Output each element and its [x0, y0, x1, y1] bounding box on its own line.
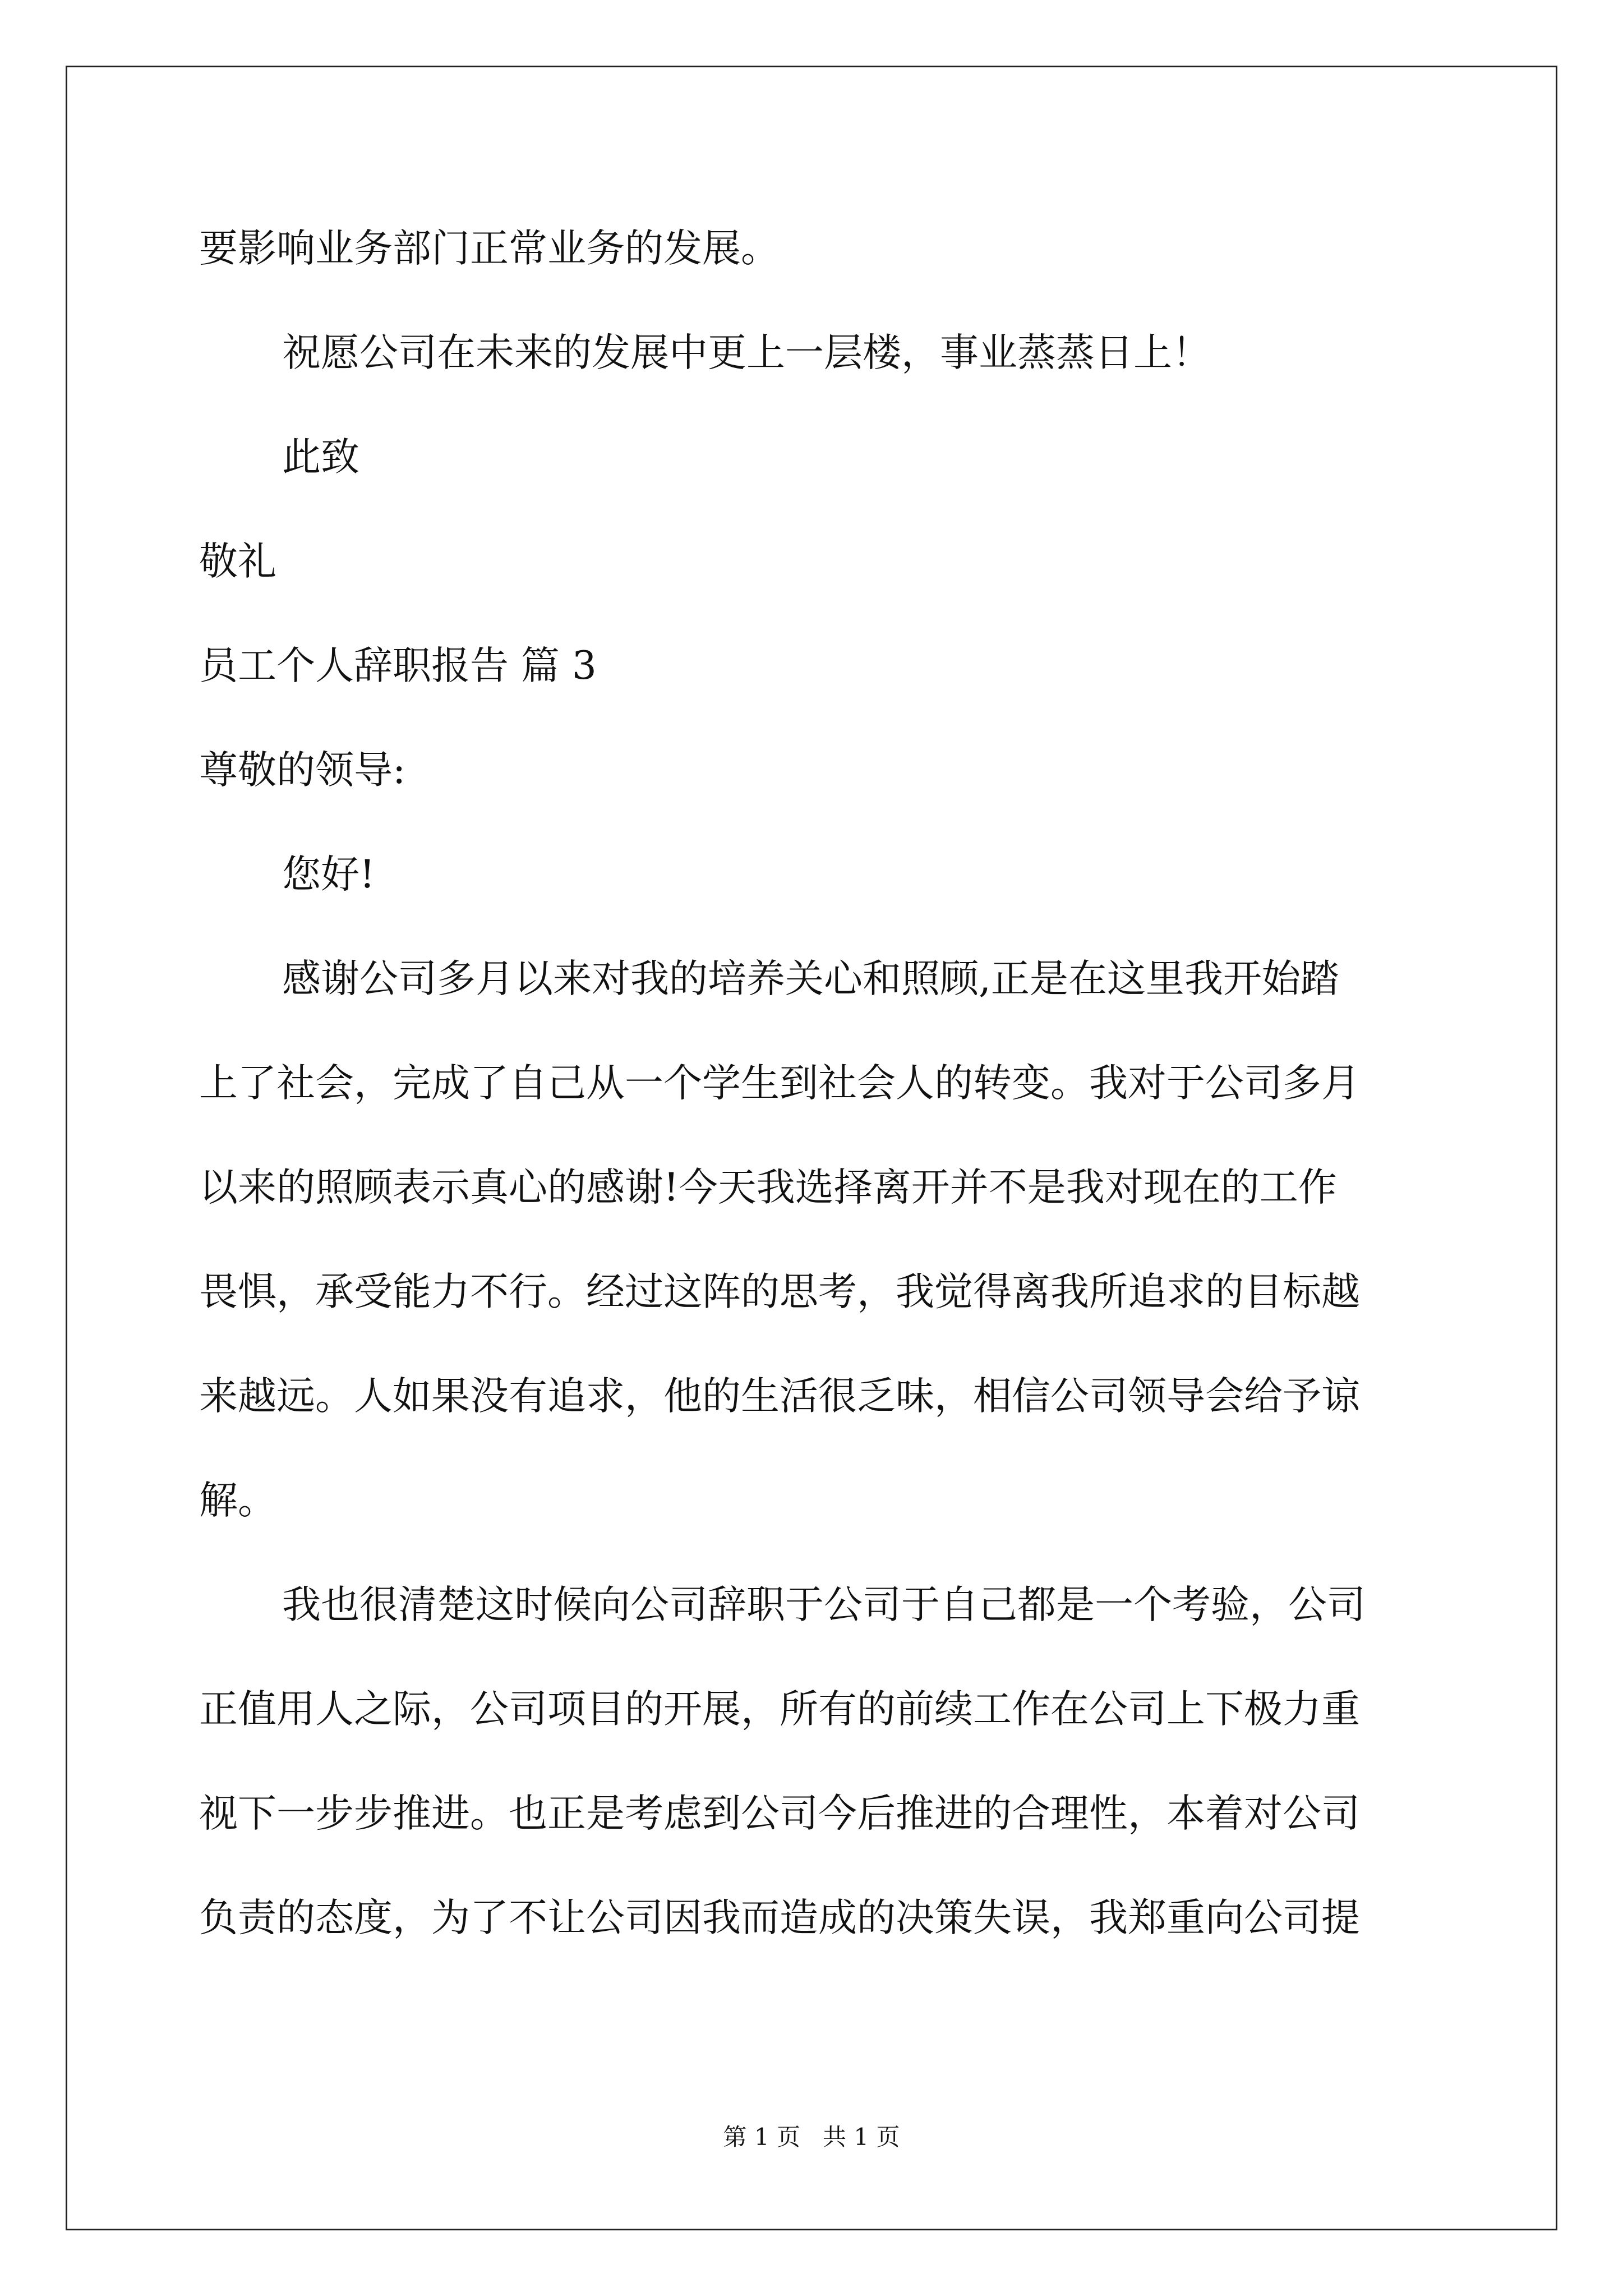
greeting: 您好!	[282, 852, 375, 897]
text-line: 负责的态度，为了不让公司因我而造成的决策失误，我郑重向公司提	[199, 1895, 1360, 1940]
text-line: 祝愿公司在未来的发展中更上一层楼，事业蒸蒸日上！	[282, 330, 1211, 375]
text-line: 我也很清楚这时候向公司辞职于公司于自己都是一个考验，公司	[282, 1582, 1366, 1627]
text-line: 视下一步步推进。也正是考虑到公司今后推进的合理性，本着对公司	[199, 1791, 1360, 1836]
document-body	[199, 196, 1433, 1970]
closing-regards: 敬礼	[199, 539, 276, 584]
text-line: 以来的照顾表示真心的感谢!今天我选择离开并不是我对现在的工作	[199, 1165, 1337, 1210]
text-line: 来越远。人如果没有追求，他的生活很乏味，相信公司领导会给予谅	[199, 1374, 1360, 1419]
text-line: 畏惧，承受能力不行。经过这阵的思考，我觉得离我所追求的目标越	[199, 1269, 1360, 1314]
text-line: 上了社会，完成了自己从一个学生到社会人的转变。我对于公司多月	[199, 1061, 1360, 1106]
section-heading: 员工个人辞职报告 篇 3	[199, 643, 597, 688]
closing-salutation: 此致	[282, 435, 359, 480]
text-line: 正值用人之际，公司项目的开展，所有的前续工作在公司上下极力重	[199, 1687, 1360, 1732]
page-footer: 第 1 页 共 1 页	[723, 2123, 900, 2151]
text-line: 感谢公司多月以来对我的培养关心和照顾,正是在这里我开始踏	[282, 956, 1339, 1001]
text-line: 解。	[199, 1478, 276, 1523]
text-line: 要影响业务部门正常业务的发展。	[199, 226, 780, 271]
greeting-recipient: 尊敬的领导:	[199, 748, 406, 793]
